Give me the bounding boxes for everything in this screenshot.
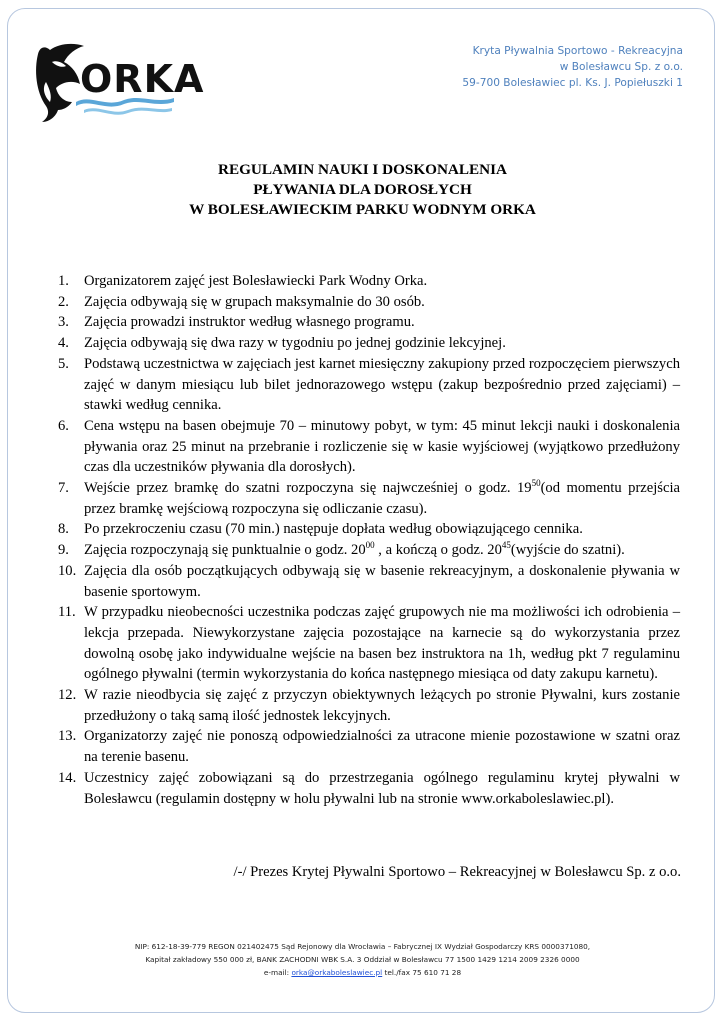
- list-item: 1. Organizatorem zajęć jest Bolesławiecki Park Wodny Orka.: [58, 273, 428, 289]
- footer-registration: NIP: 612-18-39-779 REGON 021402475 Sąd Rejonowy dla Wrocławia – Fabrycznej IX Wydział Gospodarczy KRS 0000371080,: [134, 942, 591, 951]
- orca-shape: [36, 44, 84, 122]
- email-link[interactable]: orka@orkaboleslawiec.pl: [291, 968, 383, 977]
- footer: [0, 940, 725, 979]
- list-item: 6. Cena wstępu na basen obejmuje 70 – minutowy pobyt, w tym: 45 minut lekcji nauki i doskonalenia pływania oraz 25 minut na przebranie i rozliczenie się w kasie wyjściowej (wyjątkowo przedłużony czas dla uczestników pływania dla dorosłych).: [58, 417, 680, 476]
- company-street: 59-700 Bolesławiec pl. Ks. J. Popiełuszki 1: [462, 77, 683, 89]
- phone-text: tel./fax 75 610 71 28: [382, 968, 462, 977]
- list-item: 8. Po przekroczeniu czasu (70 min.) następuje dopłata według obowiązującego cennika.: [58, 521, 583, 538]
- list-item: 3. Zajęcia prowadzi instruktor według własnego programu.: [58, 314, 415, 331]
- list-item: 11. W przypadku nieobecności uczestnika podczas zajęć grupowych nie ma możliwości ich odrobienia – lekcja przepada. Niewykorzystane zajęcia pozostające na karnecie są do wykorzystania przez dowolną osobę jako indywidualne wejście na basen bez instruktora na 1h, według pkt 7 regulaminu ogólnego pływalni (termin wykorzystania do końca następnego miesiąca od daty zakupu karnetu).: [58, 604, 680, 683]
- title-line-1: REGULAMIN NAUKI I DOSKONALENIA: [217, 161, 507, 178]
- company-address: [353, 43, 683, 91]
- footer-bank: Kapitał zakładowy 550 000 zł, BANK ZACHODNI WBK S.A. 3 Oddział w Bolesławcu 77 1500 1429 1214 2009 2326 0000: [145, 955, 580, 964]
- list-item: 9. Zajęcia rozpoczynają się punktualnie o godz. $20^{00}$ , a kończą o godz. $20^{45}(wyjście$ do szatni).: [58, 540, 625, 559]
- email-label: e-mail:: [263, 968, 292, 977]
- title-line-2: PŁYWANIA DLA DOROSŁYCH: [253, 181, 472, 198]
- list-item: 10. Zajęcia dla osób początkujących odbywają się w basenie rekreacyjnym, a doskonalenie pływania w basenie sportowym.: [58, 562, 680, 600]
- list-item: 2. Zajęcia odbywają się w grupach maksymalnie do 30 osób.: [58, 293, 425, 310]
- list-item: 13. Organizatorzy zajęć nie ponoszą odpowiedzialności za utracone mienie pozostawione w szatni oraz na terenie basenu.: [58, 728, 680, 766]
- list-item: 4. Zajęcia odbywają się dwa razy w tygodniu po jednej godzinie lekcyjnej.: [58, 335, 506, 352]
- company-name: Kryta Pływalnia Sportowo - Rekreacyjna: [472, 45, 683, 57]
- logo-text: ORKA: [80, 57, 205, 101]
- footer-contact: [0, 966, 725, 979]
- list-item: 12. W razie nieodbycia się zajęć z przyczyn obiektywnych leżących po stronie Pływalni, kurs zostanie przedłużony o taką samą ilość jednostek lekcyjnych.: [58, 687, 680, 724]
- signature-line: /-/ Prezes Krytej Pływalni Sportowo – Rekreacyjnej w Bolesławcu Sp. z o.o.: [233, 864, 681, 880]
- list-item: 7. Wejście przez bramkę do szatni rozpoczyna się najwcześniej o godz. $19^{50}(od$ momentu przejścia przez bramkę wejściową rozpoczyna się odliczanie czasu).: [58, 478, 680, 517]
- rules-list: [58, 271, 680, 809]
- list-item: 5. Podstawą uczestnictwa w zajęciach jest karnet miesięczny zakupiony przed rozpoczęciem pierwszych zajęć w danym miesiącu lub bilet jednorazowego wstępu (zakup bezpośrednio przed zajęciami) – stawki według cennika.: [58, 355, 680, 414]
- document-title: [0, 160, 725, 220]
- company-legal: w Bolesławcu Sp. z o.o.: [559, 61, 683, 73]
- list-item: 14. Uczestnicy zajęć zobowiązani są do przestrzegania ogólnego regulaminu krytej pływalni w Bolesławcu (regulamin dostępny w holu pływalni lub na stronie www.orkaboleslawiec.pl).: [58, 769, 680, 807]
- orka-logo: [28, 36, 205, 124]
- title-line-3: W BOLESŁAWIECKIM PARKU WODNYM ORKA: [189, 201, 536, 218]
